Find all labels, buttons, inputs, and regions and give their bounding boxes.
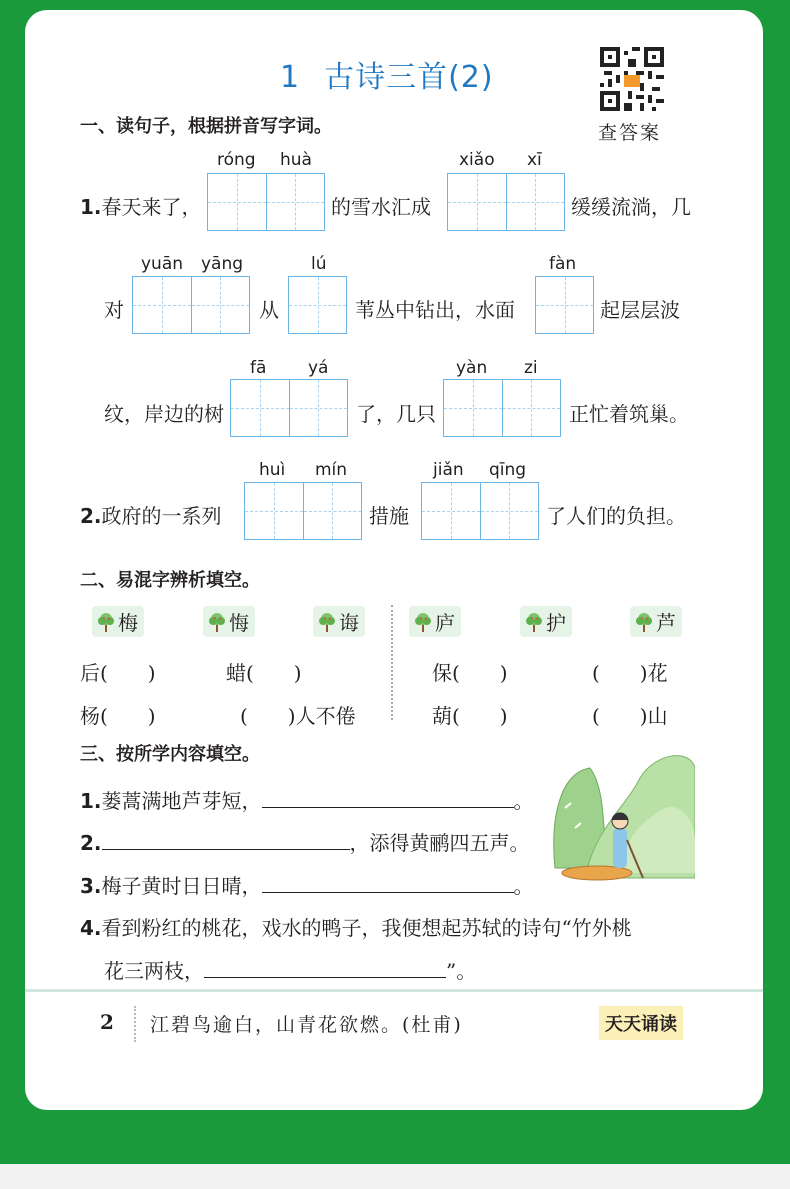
pinyin: huì [259, 460, 286, 480]
poem-blank-item: 3.梅子黄时日日晴， 。 [80, 874, 534, 898]
sentence-text: 起层层波 [600, 298, 680, 322]
confusable-char: 庐 [435, 611, 455, 635]
answer-line[interactable] [204, 959, 446, 978]
question-number: 4. [80, 916, 102, 940]
answer-line[interactable] [262, 789, 514, 808]
daily-verse: 江碧鸟逾白，山青花欲燃。(杜甫) [150, 1014, 463, 1036]
sentence-text: 从 [259, 298, 279, 322]
pinyin: fā [250, 358, 267, 378]
question-number: 3. [80, 874, 102, 898]
pinyin: huà [280, 150, 312, 170]
pinyin: yá [308, 358, 329, 378]
question-number: 2. [80, 831, 102, 855]
fill-blank[interactable]: 蜡( ) [226, 661, 302, 685]
answer-line[interactable] [102, 831, 350, 850]
tree-icon [207, 611, 227, 633]
tree-icon [96, 611, 116, 633]
confusable-char: 芦 [656, 611, 676, 635]
pinyin: qīng [489, 460, 527, 480]
footer-separator [134, 1006, 136, 1042]
poem-blank-item: 4.看到粉红的桃花，戏水的鸭子，我便想起苏轼的诗句“竹外桃 [80, 916, 632, 940]
tree-icon [634, 611, 654, 633]
sentence-text: 的雪水汇成 [331, 195, 431, 219]
question-number: 1. [80, 195, 102, 219]
confusable-char: 梅 [118, 611, 138, 635]
confusable-char-chip [409, 606, 461, 637]
confusable-char-chip [630, 606, 682, 637]
sentence-text: 苇丛中钻出，水面 [355, 298, 515, 322]
footer-divider [25, 989, 763, 992]
fill-blank[interactable]: ( )人不倦 [240, 704, 356, 728]
writing-grid[interactable] [288, 276, 347, 334]
confusable-char: 诲 [339, 611, 359, 635]
confusable-char-chip [92, 606, 144, 637]
question-number: 1. [80, 789, 102, 813]
boat-mountain-illustration [545, 748, 695, 888]
tree-icon [524, 611, 544, 633]
sentence-text: 缓缓流淌，几 [571, 195, 691, 219]
fill-blank[interactable]: ( )山 [592, 704, 668, 728]
pinyin: jiǎn [433, 460, 464, 480]
column-divider [391, 605, 393, 720]
question-number: 2. [80, 504, 102, 528]
writing-grid[interactable] [447, 173, 565, 231]
lesson-title-text: 古诗三首(2) [324, 60, 494, 95]
pinyin: xiǎo [459, 150, 495, 170]
pinyin: yàn [456, 358, 488, 378]
sentence-text: 了，几只 [356, 402, 436, 426]
pinyin: lú [311, 254, 327, 274]
pinyin: fàn [549, 254, 577, 274]
poem-blank-item-cont: 花三两枝， ”。 [104, 959, 477, 983]
fill-blank[interactable]: 杨( ) [80, 704, 156, 728]
confusable-char: 护 [546, 611, 566, 635]
poem-blank-item: 2. ，添得黄鹂四五声。 [80, 831, 530, 855]
confusable-char-chip [313, 606, 365, 637]
sentence-text: 2.政府的一系列 [80, 504, 222, 528]
sentence-text: 正忙着筑巢。 [569, 402, 689, 426]
tree-icon [317, 611, 337, 633]
writing-grid[interactable] [443, 379, 561, 437]
confusable-char: 悔 [229, 611, 249, 635]
pinyin: róng [217, 150, 256, 170]
sentence-text: 纹，岸边的树 [104, 402, 224, 426]
daily-recite-badge: 天天诵读 [599, 1006, 683, 1040]
fill-blank[interactable]: 葫( ) [432, 704, 508, 728]
fill-blank[interactable]: 后( ) [80, 661, 156, 685]
fill-blank[interactable]: ( )花 [592, 661, 668, 685]
sentence-text: 了人们的负担。 [546, 504, 686, 528]
poem-blank-item: 1.蒌蒿满地芦芽短， 。 [80, 789, 534, 813]
answer-line[interactable] [262, 874, 514, 893]
lesson-number: 1 [280, 60, 301, 95]
confusable-char-chip [520, 606, 572, 637]
qr-code-icon[interactable] [600, 47, 664, 111]
writing-grid[interactable] [132, 276, 250, 334]
section1-heading: 一、读句子，根据拼音写字词。 [80, 116, 332, 137]
check-answers-label[interactable]: 查答案 [598, 122, 662, 144]
sentence-text: 1.春天来了， [80, 195, 202, 219]
writing-grid[interactable] [207, 173, 325, 231]
pinyin: xī [527, 150, 542, 170]
section3-heading: 三、按所学内容填空。 [80, 744, 260, 765]
tree-icon [413, 611, 433, 633]
sentence-text: 措施 [369, 504, 409, 528]
pinyin: zi [524, 358, 538, 378]
sentence-text: 对 [104, 298, 124, 322]
pinyin: yāng [201, 254, 244, 274]
writing-grid[interactable] [421, 482, 539, 540]
writing-grid[interactable] [230, 379, 348, 437]
writing-grid[interactable] [535, 276, 594, 334]
lesson-title [280, 52, 494, 96]
page-number: 2 [100, 1010, 114, 1034]
section2-heading: 二、易混字辨析填空。 [80, 570, 260, 591]
writing-grid[interactable] [244, 482, 362, 540]
confusable-char-chip [203, 606, 255, 637]
fill-blank[interactable]: 保( ) [432, 661, 508, 685]
pinyin: mín [315, 460, 348, 480]
worksheet-page [25, 10, 763, 1110]
pinyin: yuān [141, 254, 184, 274]
